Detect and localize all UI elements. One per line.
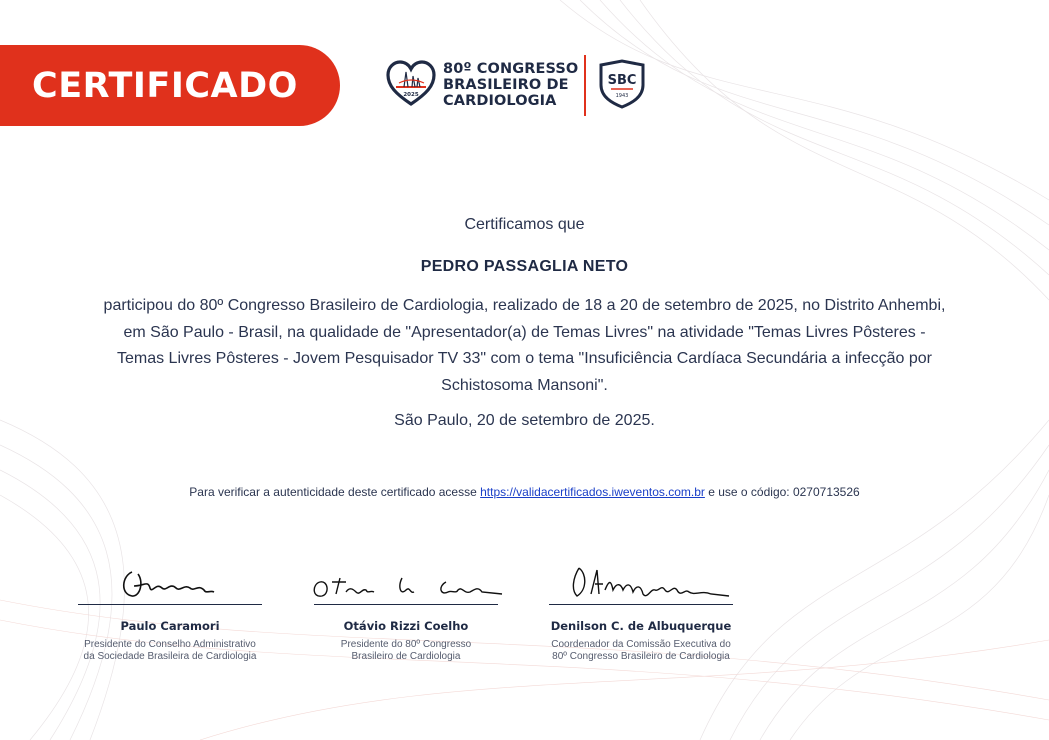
signer-role-line: Presidente do Conselho Administrativo — [84, 639, 256, 650]
logo-line-2: BRASILEIRO DE — [443, 77, 569, 93]
body-line: participou do 80º Congresso Brasileiro de Cardiologia, realizado de 18 a 20 de setembro de 2025, no Distrito Anhembi, — [103, 297, 946, 314]
verification-prefix: Para verificar a autenticidade deste certificado acesse — [189, 485, 477, 499]
logo-line-3: CARDIOLOGIA — [443, 93, 557, 109]
signature-block-1 — [70, 560, 270, 662]
signature-scribble-1 — [110, 560, 230, 604]
signer-name: Paulo Caramori — [120, 619, 220, 633]
congress-logo-text — [443, 61, 583, 109]
signature-line — [314, 604, 498, 605]
sbc-shield-logo — [597, 59, 647, 109]
intro-text: Certificamos que — [464, 216, 585, 233]
signature-block-3 — [541, 560, 741, 662]
logo-divider — [584, 55, 586, 116]
signature-scribble-3 — [551, 560, 731, 604]
signer-role — [306, 639, 506, 662]
verification-note — [60, 485, 989, 499]
issue-date: São Paulo, 20 de setembro de 2025. — [394, 412, 655, 429]
signer-role-line: 80º Congresso Brasileiro de Cardiologia — [552, 650, 730, 662]
banner-title: CERTIFICADO — [32, 65, 298, 106]
certificate-banner — [0, 45, 340, 126]
signer-role-line: Presidente do 80º Congresso — [340, 639, 472, 650]
heart-year: 2025 — [403, 92, 419, 98]
body-line: Temas Livres Pôsteres - Jovem Pesquisador TV 33" com o tema "Insuficiência Cardíaca Secundária a infecção por — [116, 350, 932, 367]
signer-name: Denilson C. de Albuquerque — [550, 619, 732, 633]
logo-line-1: 80º CONGRESSO — [443, 61, 579, 77]
verification-link[interactable]: https://validacertificados.iweventos.com.br — [480, 485, 705, 499]
certificate-body — [60, 293, 989, 399]
sbc-label: SBC — [607, 73, 637, 88]
signature-block-2 — [306, 560, 506, 662]
signature-scribble-2 — [306, 560, 506, 604]
signer-role-line: Brasileiro de Cardiologia — [351, 650, 461, 662]
signature-line — [549, 604, 733, 605]
signer-role-line: da Sociedade Brasileira de Cardiologia — [83, 650, 257, 662]
signer-role-line: Coordenador da Comissão Executiva do — [551, 639, 731, 650]
signer-role — [541, 639, 741, 662]
signer-role — [70, 639, 270, 662]
congress-heart-logo — [386, 60, 436, 108]
verification-suffix: e use o código: 0270713526 — [708, 485, 860, 499]
recipient-name: PEDRO PASSAGLIA NETO — [420, 258, 629, 275]
body-line: em São Paulo - Brasil, na qualidade de "Apresentador(a) de Temas Livres" na atividade "Temas Livres Pôsteres - — [123, 323, 926, 341]
sbc-year: 1943 — [615, 93, 629, 99]
body-line: Schistosoma Mansoni". — [441, 376, 608, 394]
signature-line — [78, 604, 262, 605]
signer-name: Otávio Rizzi Coelho — [343, 619, 469, 633]
